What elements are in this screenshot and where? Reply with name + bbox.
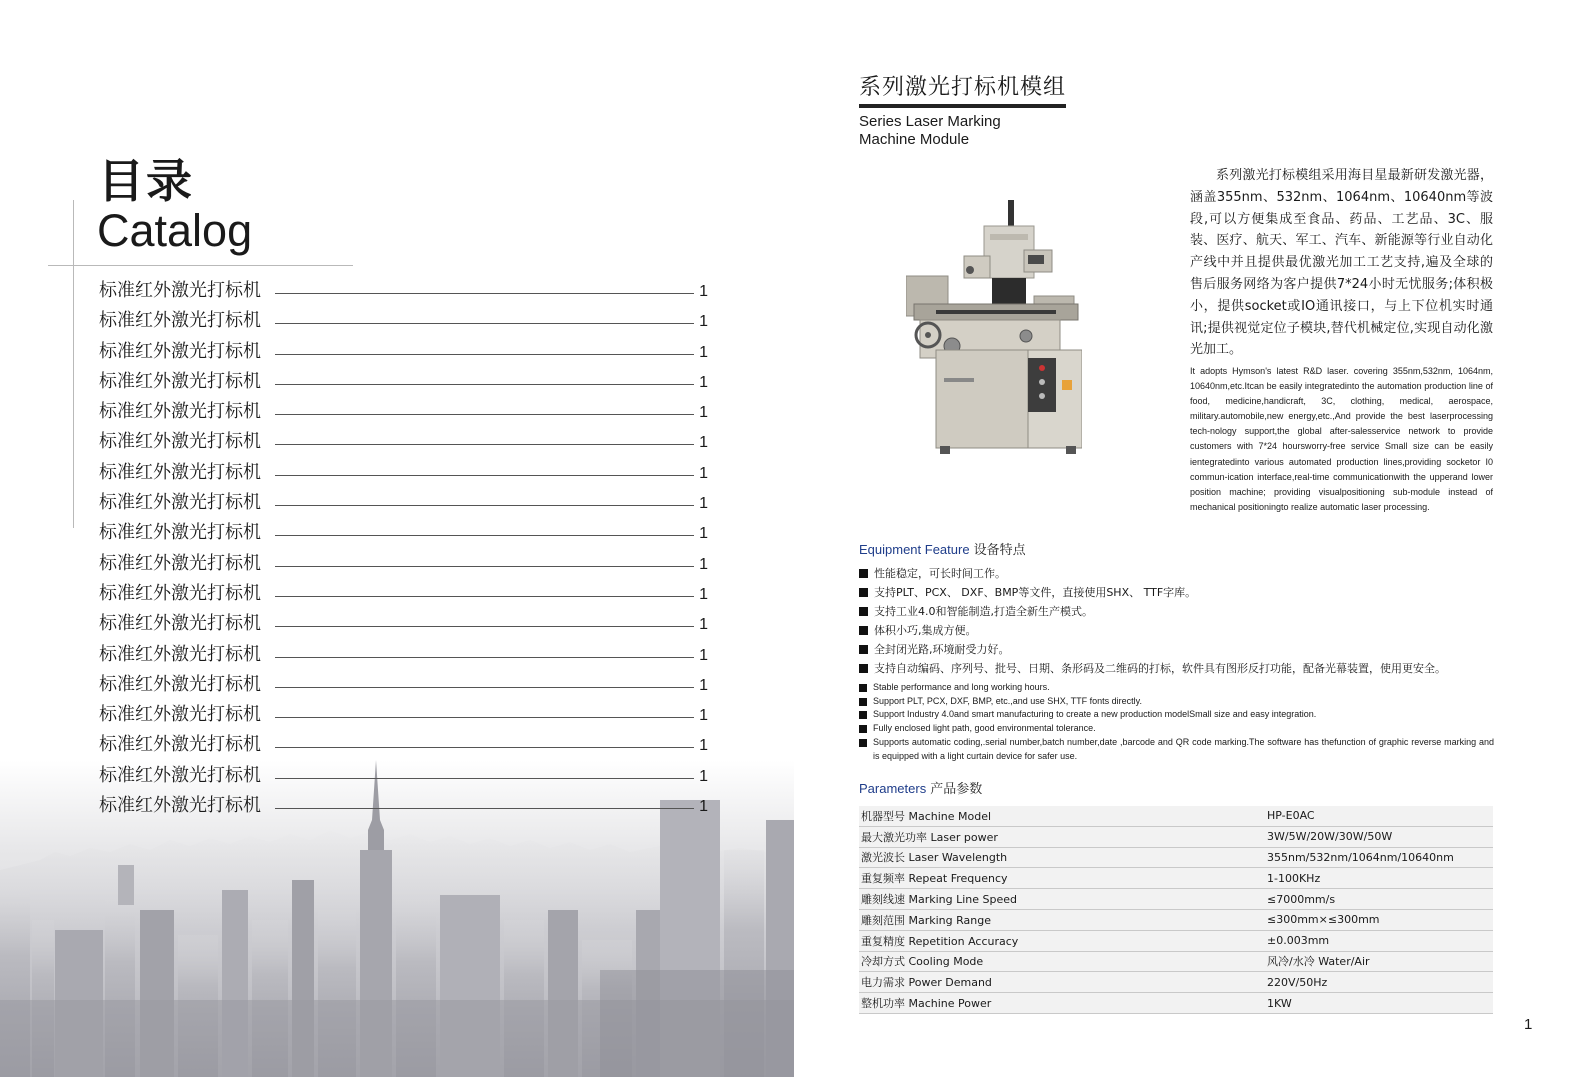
features-list-zh: [859, 564, 1499, 678]
table-of-contents: [99, 278, 709, 823]
parameters-heading: [859, 780, 982, 799]
toc-entry[interactable]: [99, 672, 709, 702]
toc-entry-page: 1: [699, 737, 708, 755]
laser-machine-image: [906, 200, 1082, 456]
product-description-en: It adopts Hymson's latest R&D laser. covering 355nm,532nm, 1064nm, 10640nm,etc.Itcan be easily integratedinto the automation production line of food, medicine,handicraft, 3C, clothing, medical, aerospace, military.automobile,new energy,etc.,And provide the best laserprocessing tech-nology support,the global after-salesservice network to provide customers with 7*24 hoursworry-free service Small size can be easily ientegratedinto various automated production lines,providing socketor I0 commun-ication interface,real-time communicationwith the upperand lower position machine; providing visualpositioning sub-module instead of mechanical positioningto realize automatic laser processing.: [1190, 366, 1493, 512]
toc-entry[interactable]: [99, 763, 709, 793]
param-key: 激光波长 Laser Wavelength: [859, 847, 1265, 868]
param-value: 1-100KHz: [1265, 868, 1493, 889]
toc-entry-label: 标准红外激光打标机: [99, 461, 261, 483]
parameters-table: [859, 806, 1493, 1014]
toc-entry-label: 标准红外激光打标机: [99, 704, 261, 726]
toc-leader-line: [275, 505, 694, 506]
toc-leader-line: [275, 747, 694, 748]
toc-entry-label: 标准红外激光打标机: [99, 280, 261, 301]
toc-entry[interactable]: [99, 732, 709, 762]
square-bullet-icon: [859, 569, 868, 578]
toc-entry-page: 1: [699, 798, 708, 816]
toc-entry-page: 1: [699, 525, 708, 543]
toc-entry-label: 标准红外激光打标机: [99, 431, 261, 453]
toc-leader-line: [275, 475, 694, 476]
table-row: [859, 806, 1493, 826]
toc-leader-line: [275, 293, 694, 294]
feature-text: 体积小巧,集成方便。: [874, 624, 977, 637]
table-row: [859, 972, 1493, 993]
toc-entry-page: 1: [699, 373, 708, 391]
toc-entry-page: 1: [699, 707, 708, 725]
feature-item: [859, 621, 1499, 640]
toc-entry-page: 1: [699, 464, 708, 482]
feature-item-en: [859, 736, 1494, 763]
toc-entry-label: 标准红外激光打标机: [99, 795, 261, 817]
feature-text-en: Supports automatic coding,.serial number,batch number,date ,barcode and QR code marking.The software has thefunction of graphic reverse marking and is equipped with a light curtain device for safer use.: [873, 736, 1494, 761]
catalog-horizontal-rule: [48, 265, 353, 266]
toc-leader-line: [275, 778, 694, 779]
product-description-zh: 系列激光打标模组采用海目星最新研发激光器，涵盖355nm、532nm、1064nm、10640nm等波段,可以方便集成至食品、药品、工艺品、3C、服装、医疗、航天、军工、汽车、新能源等行业自动化产线中并且提供最优激光加工工艺支持,遍及全球的售后服务网络为客户提供7*24小时无忧服务;体积极小，提供socket或IO通讯接口，与上下位机实时通讯;提供视觉定位子模块,替代机械定位,实现自动化激光加工。: [1190, 168, 1493, 358]
param-key: 雕刻范围 Marking Range: [859, 909, 1265, 930]
feature-item-en: [859, 695, 1494, 709]
product-subtitle: [859, 113, 1001, 149]
toc-entry-label: 标准红外激光打标机: [99, 522, 261, 544]
feature-item: [859, 659, 1499, 678]
param-value: 3W/5W/20W/30W/50W: [1265, 826, 1493, 847]
param-key: 机器型号 Machine Model: [859, 806, 1265, 826]
param-key: 整机功率 Machine Power: [859, 993, 1265, 1014]
table-row: [859, 951, 1493, 972]
feature-item: [859, 602, 1499, 621]
toc-entry[interactable]: [99, 429, 709, 459]
product-title: 系列激光打标机模组: [859, 74, 1066, 108]
toc-leader-line: [275, 384, 694, 385]
toc-entry-page: 1: [699, 646, 708, 664]
toc-entry-label: 标准红外激光打标机: [99, 401, 261, 423]
catalog-title-zh: 目录: [98, 154, 194, 208]
toc-entry[interactable]: [99, 581, 709, 611]
toc-entry[interactable]: [99, 520, 709, 550]
toc-entry-label: 标准红外激光打标机: [99, 552, 261, 574]
toc-entry-page: 1: [699, 434, 708, 452]
toc-entry-page: 1: [699, 767, 708, 785]
param-key: 重复频率 Repeat Frequency: [859, 868, 1265, 889]
square-bullet-icon: [859, 739, 867, 747]
product-subtitle-line1: Series Laser Marking: [859, 113, 1001, 130]
toc-leader-line: [275, 354, 694, 355]
toc-entry[interactable]: [99, 399, 709, 429]
feature-item-en: [859, 681, 1494, 695]
toc-entry-page: 1: [699, 343, 708, 361]
toc-entry[interactable]: [99, 278, 709, 308]
parameters-heading-en: Parameters: [859, 781, 927, 796]
square-bullet-icon: [859, 645, 868, 654]
toc-entry[interactable]: [99, 308, 709, 338]
toc-entry-page: 1: [699, 313, 708, 331]
features-heading: [859, 541, 1026, 560]
toc-entry-page: 1: [699, 676, 708, 694]
square-bullet-icon: [859, 607, 868, 616]
toc-entry-label: 标准红外激光打标机: [99, 370, 261, 392]
toc-leader-line: [275, 808, 694, 809]
toc-entry-label: 标准红外激光打标机: [99, 582, 261, 604]
table-row: [859, 847, 1493, 868]
param-value: 1KW: [1265, 993, 1493, 1014]
param-value: 355nm/532nm/1064nm/10640nm: [1265, 847, 1493, 868]
page-number: 1: [1524, 1016, 1533, 1033]
table-row: [859, 889, 1493, 910]
toc-leader-line: [275, 687, 694, 688]
toc-entry-label: 标准红外激光打标机: [99, 492, 261, 514]
table-row: [859, 993, 1493, 1014]
toc-entry-label: 标准红外激光打标机: [99, 340, 261, 362]
square-bullet-icon: [859, 684, 867, 692]
feature-text: 全封闭光路,环境耐受力好。: [874, 643, 1010, 656]
feature-text: 支持工业4.0和智能制造,打造全新生产模式。: [874, 605, 1093, 618]
toc-entry[interactable]: [99, 793, 709, 823]
square-bullet-icon: [859, 698, 867, 706]
feature-text: 支持PLT、PCX、 DXF、BMP等文件，直接使用SHX、 TTF字库。: [874, 586, 1197, 599]
feature-text-en: Fully enclosed light path, good environmental tolerance.: [873, 723, 1096, 734]
toc-entry[interactable]: [99, 702, 709, 732]
square-bullet-icon: [859, 626, 868, 635]
toc-entry[interactable]: [99, 642, 709, 672]
toc-entry[interactable]: [99, 339, 709, 369]
parameters-heading-zh: 产品参数: [930, 782, 983, 797]
table-row: [859, 909, 1493, 930]
right-page: [794, 0, 1588, 1077]
toc-entry[interactable]: [99, 369, 709, 399]
toc-leader-line: [275, 566, 694, 567]
toc-entry-label: 标准红外激光打标机: [99, 673, 261, 695]
param-key: 重复精度 Repetition Accuracy: [859, 930, 1265, 951]
toc-entry-page: 1: [699, 283, 708, 300]
toc-leader-line: [275, 717, 694, 718]
catalog-title-en: Catalog: [97, 205, 253, 256]
feature-text-en: Support Industry 4.0and smart manufacturing to create a new production modelSmall size and easy integration.: [873, 709, 1317, 720]
table-row: [859, 826, 1493, 847]
feature-text-en: Stable performance and long working hours.: [873, 682, 1050, 692]
toc-leader-line: [275, 657, 694, 658]
table-row: [859, 930, 1493, 951]
toc-leader-line: [275, 626, 694, 627]
feature-text: 支持自动编码、序列号、批号、日期、条形码及二维码的打标，软件具有图形反打功能，配备光幕装置，使用更安全。: [874, 662, 1446, 675]
square-bullet-icon: [859, 711, 867, 719]
toc-leader-line: [275, 444, 694, 445]
square-bullet-icon: [859, 725, 867, 733]
toc-leader-line: [275, 323, 694, 324]
toc-entry-page: 1: [699, 404, 708, 422]
toc-entry-label: 标准红外激光打标机: [99, 734, 261, 756]
feature-item-en: [859, 722, 1494, 736]
square-bullet-icon: [859, 588, 868, 597]
param-value: HP-E0AC: [1265, 806, 1493, 826]
product-subtitle-line2: Machine Module: [859, 131, 970, 148]
param-value: 220V/50Hz: [1265, 972, 1493, 993]
toc-entry-page: 1: [699, 495, 708, 513]
param-key: 最大激光功率 Laser power: [859, 826, 1265, 847]
toc-entry-label: 标准红外激光打标机: [99, 310, 261, 332]
features-heading-zh: 设备特点: [973, 543, 1026, 558]
toc-entry[interactable]: [99, 490, 709, 520]
param-value: ±0.003mm: [1265, 930, 1493, 951]
features-heading-en: Equipment Feature: [859, 542, 970, 557]
toc-entry[interactable]: [99, 551, 709, 581]
toc-leader-line: [275, 596, 694, 597]
param-value: ≤7000mm/s: [1265, 889, 1493, 910]
feature-item-en: [859, 708, 1494, 722]
feature-text: 性能稳定，可长时间工作。: [874, 567, 1006, 580]
param-key: 冷却方式 Cooling Mode: [859, 951, 1265, 972]
toc-leader-line: [275, 414, 694, 415]
param-value: 风冷/水冷 Water/Air: [1265, 951, 1493, 972]
toc-entry-page: 1: [699, 585, 708, 603]
square-bullet-icon: [859, 664, 868, 673]
toc-entry-label: 标准红外激光打标机: [99, 613, 261, 635]
feature-item: [859, 583, 1499, 602]
param-key: 雕刻线速 Marking Line Speed: [859, 889, 1265, 910]
toc-leader-line: [275, 535, 694, 536]
catalog-vertical-rule: [73, 200, 74, 528]
toc-entry[interactable]: [99, 611, 709, 641]
feature-item: [859, 640, 1499, 659]
param-value: ≤300mm×≤300mm: [1265, 909, 1493, 930]
feature-text-en: Support PLT, PCX, DXF, BMP, etc.,and use SHX, TTF fonts directly.: [873, 695, 1142, 706]
table-row: [859, 868, 1493, 889]
feature-item: [859, 564, 1499, 583]
toc-entry-label: 标准红外激光打标机: [99, 643, 261, 665]
features-list-en: [859, 681, 1494, 763]
toc-entry[interactable]: [99, 460, 709, 490]
toc-entry-page: 1: [699, 555, 708, 573]
param-key: 电力需求 Power Demand: [859, 972, 1265, 993]
toc-entry-page: 1: [699, 616, 708, 634]
toc-entry-label: 标准红外激光打标机: [99, 764, 261, 786]
